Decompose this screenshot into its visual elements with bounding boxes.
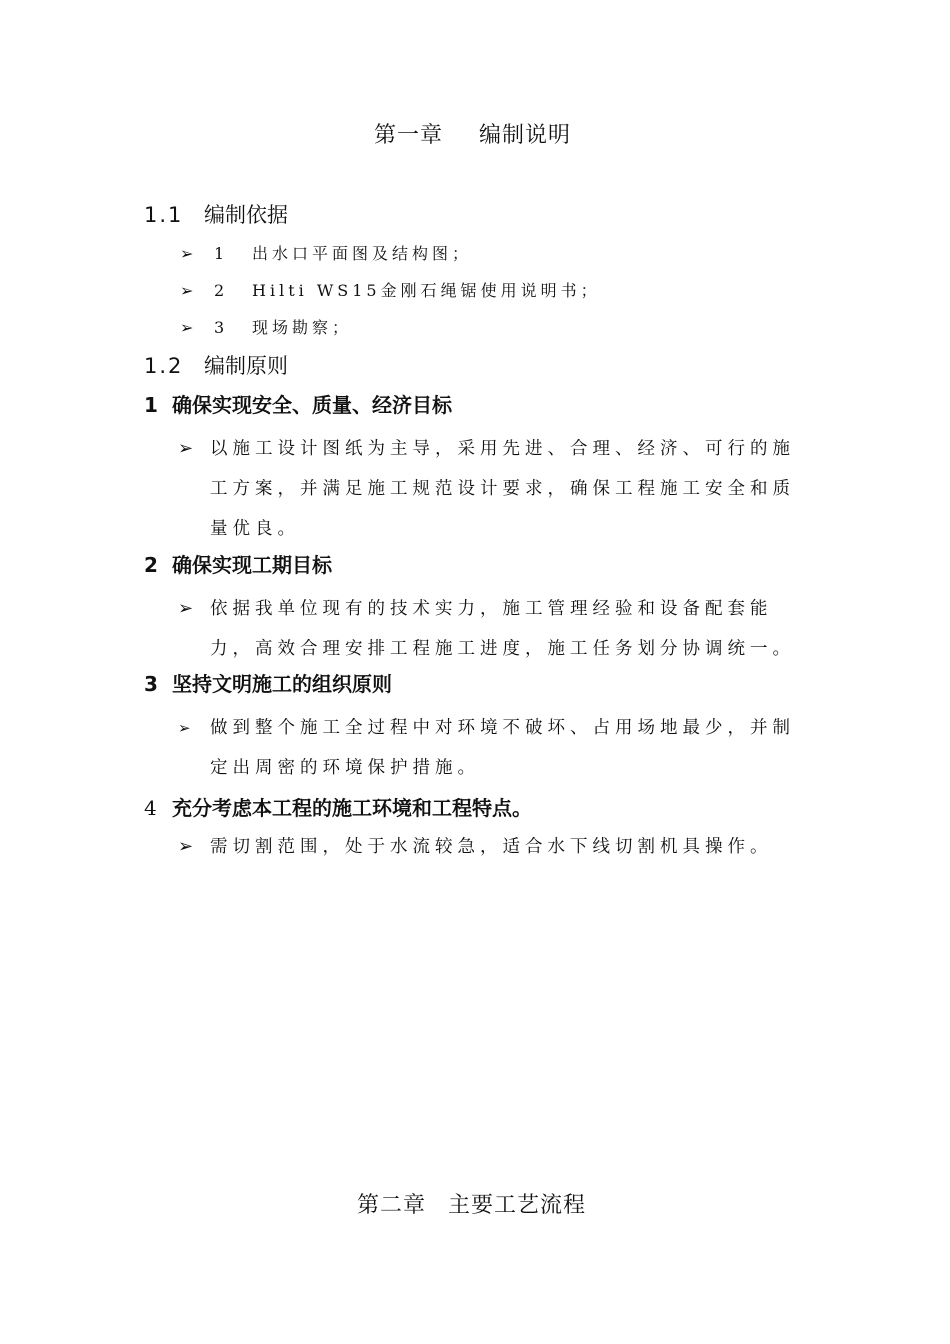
chapter-1-label: 第一章 [374,123,444,148]
arrowhead-bullet-icon: ➢ [180,244,194,263]
list-item-number: 1 [214,244,225,263]
section-1-1-heading [144,199,288,229]
principle-1-paragraph [178,429,802,549]
arrowhead-bullet-icon: ➢ [180,281,194,300]
list-item [180,241,472,264]
principle-title: 确保实现安全、质量、经济目标 [172,393,452,417]
chapter-1-title [374,118,571,149]
paragraph-line: 需切割范围，处于水流较急，适合水下线切割机具操作。 [210,837,773,857]
list-item-text: 出水口平面图及结构图； [252,244,473,263]
principle-title: 确保实现工期目标 [172,553,332,577]
list-item-number: 3 [214,318,225,337]
arrowhead-bullet-icon: ➢ [180,318,194,337]
section-number: 1.2 [144,354,184,378]
list-item-text: Hilti WS15金刚石绳锯使用说明书； [252,281,601,300]
chapter-2-title [357,1188,586,1219]
principle-2-paragraph [178,589,802,669]
principle-title: 坚持文明施工的组织原则 [172,672,392,696]
paragraph-line: 做到整个施工全过程中对环境不破坏、占用场地最少，并制 [210,718,795,738]
arrowhead-bullet-icon: ➢ [178,438,194,459]
section-1-2-heading [144,350,288,380]
chapter-1-heading: 编制说明 [479,123,572,148]
list-item-number: 2 [214,281,225,300]
arrowhead-bullet-icon: ➢ [178,719,191,737]
list-item [180,315,352,338]
arrowhead-bullet-icon: ➢ [178,836,194,857]
paragraph-line: 量优良。 [210,519,300,539]
section-number: 1.1 [144,203,184,227]
principle-3-heading [144,668,392,697]
principle-number: 1 [144,393,158,417]
principle-3-paragraph [178,708,802,788]
principle-number: 2 [144,553,158,577]
principle-title: 充分考虑本工程的施工环境和工程特点。 [172,796,532,820]
principle-number: 4 [144,796,157,820]
principle-1-heading [144,389,452,418]
principle-number: 3 [144,672,158,696]
principle-4-heading [144,792,532,821]
chapter-2-heading: 主要工艺流程 [448,1193,587,1218]
paragraph-line: 依据我单位现有的技术实力，施工管理经验和设备配套能 [210,599,773,619]
paragraph-line: 工方案，并满足施工规范设计要求，确保工程施工安全和质 [210,479,795,499]
principle-2-heading [144,549,332,578]
paragraph-line: 定出周密的环境保护措施。 [210,758,480,778]
list-item-text: 现场勘察； [252,318,353,337]
paragraph-line: 力，高效合理安排工程施工进度，施工任务划分协调统一。 [210,639,795,659]
section-title: 编制依据 [204,203,288,227]
section-title: 编制原则 [204,354,288,378]
chapter-2-label: 第二章 [357,1193,427,1218]
paragraph-line: 以施工设计图纸为主导，采用先进、合理、经济、可行的施 [210,439,795,459]
list-item [180,278,601,301]
arrowhead-bullet-icon: ➢ [178,598,194,619]
principle-4-paragraph [178,827,802,867]
